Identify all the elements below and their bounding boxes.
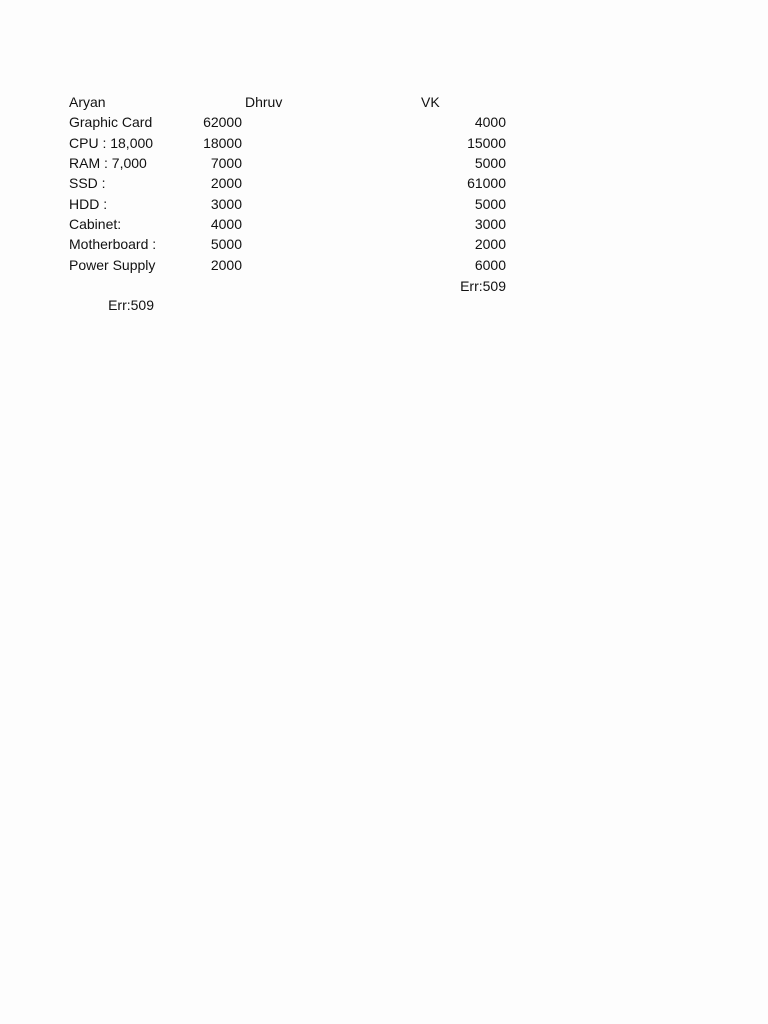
dhruv-value: 2000 (210, 257, 242, 273)
item-label: Graphic Card (69, 114, 153, 130)
vk-value: 2000 (474, 236, 506, 252)
vk-value: 61000 (467, 175, 506, 191)
vk-value: 5000 (474, 196, 506, 212)
item-label: Power Supply (69, 257, 156, 273)
item-label: Motherboard : (69, 236, 157, 252)
item-label: CPU : 18,000 (69, 135, 154, 151)
item-label: RAM : 7,000 (69, 155, 147, 171)
vk-value: 4000 (474, 114, 506, 130)
vk-total-error: Err:509 (460, 278, 506, 294)
dhruv-value: 4000 (210, 216, 242, 232)
header-vk: VK (421, 94, 440, 110)
aryan-total-error: Err:509 (108, 297, 154, 313)
dhruv-value: 3000 (210, 196, 242, 212)
item-label: HDD : (69, 196, 108, 212)
dhruv-value: 62000 (203, 114, 242, 130)
item-label: Cabinet: (69, 216, 122, 232)
vk-value: 5000 (474, 155, 506, 171)
vk-value: 6000 (474, 257, 506, 273)
vk-value: 15000 (467, 135, 506, 151)
dhruv-value: 5000 (210, 236, 242, 252)
header-dhruv: Dhruv (245, 94, 283, 110)
dhruv-value: 7000 (210, 155, 242, 171)
dhruv-value: 18000 (203, 135, 242, 151)
vk-value: 3000 (474, 216, 506, 232)
header-aryan: Aryan (69, 94, 106, 110)
item-label: SSD : (69, 175, 106, 191)
dhruv-value: 2000 (210, 175, 242, 191)
